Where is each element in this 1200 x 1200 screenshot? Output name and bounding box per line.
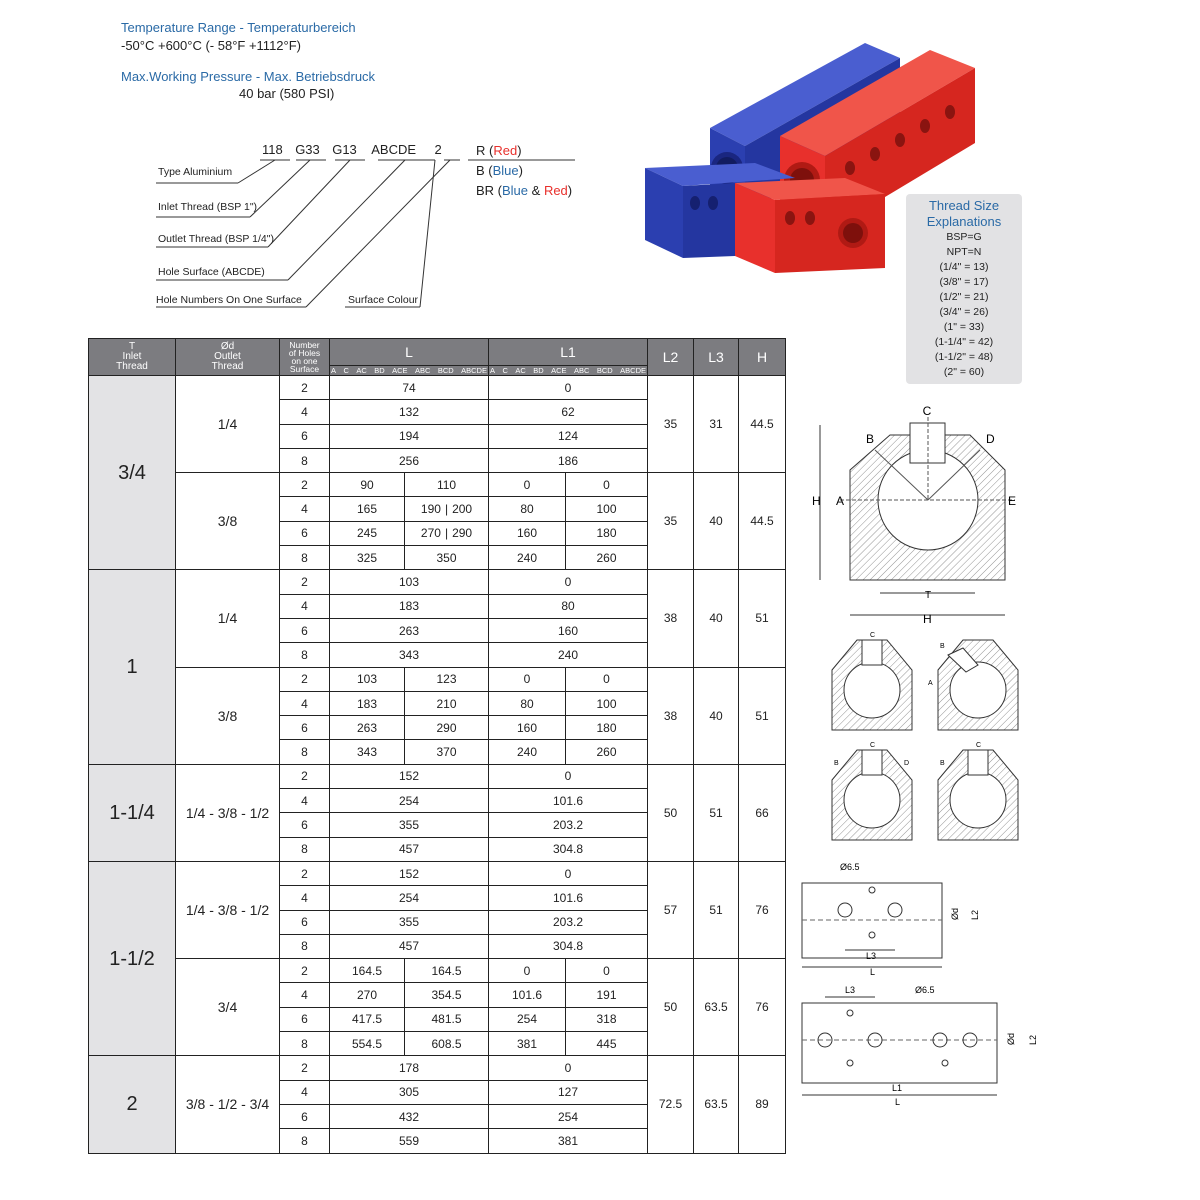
code-part-outlet: G13	[332, 142, 357, 157]
pressure-value: 40 bar (580 PSI)	[239, 86, 335, 101]
outlet-thread-cell: 1/4	[176, 570, 280, 667]
l1-cell: 381	[489, 1032, 566, 1056]
l1-cell: 124	[489, 424, 648, 448]
l1-cell: 0	[566, 473, 648, 497]
l1-cell: 80	[489, 691, 566, 715]
holes-cell: 8	[280, 1129, 330, 1153]
l-cell: 210	[405, 691, 489, 715]
colour-blue: B (Blue)	[476, 163, 523, 178]
table-row	[89, 1056, 786, 1080]
header-inlet-thread: T Inlet Thread	[89, 339, 176, 376]
h-cell: 44.5	[739, 376, 786, 473]
l1-cell: 0	[566, 959, 648, 983]
l1-cell: 0	[566, 667, 648, 691]
l-cell: 132	[330, 400, 489, 424]
outlet-thread-cell: 3/8	[176, 473, 280, 570]
legend-row: (1" = 33)	[943, 321, 985, 333]
small-c-letter: C	[870, 742, 876, 749]
holes-cell: 4	[280, 983, 330, 1007]
holes-cell: 2	[280, 667, 330, 691]
side2-l1: L1	[892, 1083, 903, 1093]
small-section-cbd	[832, 742, 912, 840]
specs-block	[121, 20, 521, 101]
legend-row: (3/8" = 17)	[939, 276, 989, 288]
label-outlet: Outlet Thread (BSP 1/4")	[158, 233, 274, 245]
l-cell: 74	[330, 376, 489, 400]
header-h: H	[739, 339, 786, 376]
l1-cell: 101.6	[489, 886, 648, 910]
l-cell: 554.5	[330, 1032, 405, 1056]
holes-cell: 2	[280, 764, 330, 788]
holes-cell: 2	[280, 570, 330, 594]
l-cell: 457	[330, 934, 489, 958]
table-row	[89, 570, 786, 594]
l1-cell: 260	[566, 740, 648, 764]
header-outlet-thread: Ød Outlet Thread	[176, 339, 280, 376]
l-cell: 123	[405, 667, 489, 691]
legend-row: (1-1/2" = 48)	[934, 351, 994, 363]
l-value: 200	[452, 502, 473, 517]
l-cell: 263	[330, 716, 405, 740]
l-cell: 608.5	[405, 1032, 489, 1056]
l3-cell: 40	[694, 667, 739, 764]
l1-cell: 160	[489, 716, 566, 740]
l1-cell: 100	[566, 691, 648, 715]
l1-cell: 304.8	[489, 837, 648, 861]
l-cell: 350	[405, 546, 489, 570]
inlet-thread-cell: 1-1/2	[89, 861, 176, 1055]
colour-options	[476, 141, 572, 201]
holes-cell: 8	[280, 934, 330, 958]
l1-cell: 260	[566, 546, 648, 570]
h-cell: 51	[739, 667, 786, 764]
table-row	[89, 473, 786, 497]
legend-row: (1-1/4" = 42)	[934, 336, 994, 348]
l-cell: 290	[405, 716, 489, 740]
cs-label-c: C	[922, 404, 932, 418]
small-c-letter: C	[870, 632, 876, 639]
side-view-1	[802, 862, 980, 977]
l1-cell: 80	[489, 497, 566, 521]
l1-cell: 180	[566, 716, 648, 740]
l-cell: 103	[330, 667, 405, 691]
pressure-label: Max.Working Pressure - Max. Betriebsdruck	[121, 69, 376, 84]
l-cell-split: 270 | 290	[405, 521, 489, 545]
side2-od: Ød	[1006, 1032, 1016, 1045]
label-colour: Surface Colour	[348, 294, 419, 306]
l1-cell: 0	[489, 959, 566, 983]
header-l3: L3	[694, 339, 739, 376]
holes-cell: 6	[280, 1104, 330, 1128]
header-l2: L2	[648, 339, 694, 376]
header-l-surfaces: A C AC BD ACE ABC BCD ABCDE	[331, 365, 487, 375]
l1-cell: 160	[489, 618, 648, 642]
side2-l3: L3	[845, 985, 856, 995]
l2-cell: 35	[648, 473, 694, 570]
holes-cell: 2	[280, 959, 330, 983]
code-part-inlet: G33	[295, 142, 320, 157]
holes-cell: 8	[280, 1032, 330, 1056]
l1-cell: 318	[566, 1007, 648, 1031]
l-cell: 559	[330, 1129, 489, 1153]
holes-cell: 6	[280, 521, 330, 545]
l-cell: 432	[330, 1104, 489, 1128]
table-row	[89, 667, 786, 691]
header-l1-surfaces: A C AC BD ACE ABC BCD ABCDE	[490, 365, 646, 375]
side2-dia: Ø6.5	[915, 985, 935, 995]
inlet-thread-cell: 1	[89, 570, 176, 764]
l1-cell: 0	[489, 1056, 648, 1080]
cs-label-h-left: H	[812, 494, 821, 508]
l-cell: 457	[330, 837, 489, 861]
code-part-type: 118	[262, 142, 283, 157]
colour-blue-red: BR (Blue & Red)	[476, 183, 573, 198]
holes-cell: 2	[280, 376, 330, 400]
l-cell: 103	[330, 570, 489, 594]
l-cell: 370	[405, 740, 489, 764]
dimensions-table	[88, 338, 786, 1154]
l-cell-split: 190 | 200	[405, 497, 489, 521]
cs-label-h-bottom: H	[923, 612, 932, 626]
holes-cell: 4	[280, 400, 330, 424]
l1-cell: 100	[566, 497, 648, 521]
side2-l: L	[895, 1097, 901, 1107]
holes-cell: 4	[280, 691, 330, 715]
legend-row: NPT=N	[946, 246, 982, 258]
small-a-letter: A	[928, 680, 933, 687]
holes-cell: 6	[280, 813, 330, 837]
holes-cell: 2	[280, 473, 330, 497]
l-cell: 343	[330, 740, 405, 764]
holes-cell: 6	[280, 716, 330, 740]
inlet-thread-cell: 2	[89, 1056, 176, 1153]
l1-cell: 445	[566, 1032, 648, 1056]
l1-cell: 254	[489, 1104, 648, 1128]
l1-cell: 381	[489, 1129, 648, 1153]
l-cell: 254	[330, 886, 489, 910]
holes-cell: 6	[280, 910, 330, 934]
l1-cell: 186	[489, 448, 648, 472]
cs-label-a: A	[836, 494, 845, 508]
holes-cell: 8	[280, 837, 330, 861]
l1-cell: 101.6	[489, 789, 648, 813]
holes-cell: 8	[280, 546, 330, 570]
l1-cell: 240	[489, 740, 566, 764]
thread-size-legend	[906, 194, 1022, 384]
small-c-letter: C	[976, 742, 982, 749]
l1-cell: 191	[566, 983, 648, 1007]
table-row	[89, 861, 786, 885]
l1-cell: 180	[566, 521, 648, 545]
l-cell: 270	[330, 983, 405, 1007]
l-cell: 305	[330, 1080, 489, 1104]
code-part-surface: ABCDE	[371, 142, 417, 157]
inlet-thread-cell: 3/4	[89, 376, 176, 570]
l1-cell: 127	[489, 1080, 648, 1104]
header-l: L	[330, 339, 489, 366]
l1-cell: 0	[489, 376, 648, 400]
l-cell: 481.5	[405, 1007, 489, 1031]
cs-label-e: E	[1008, 494, 1017, 508]
header-number-of-holes: Number of Holes on one Surface	[280, 339, 330, 376]
l-cell: 355	[330, 910, 489, 934]
l2-cell: 38	[648, 667, 694, 764]
l3-cell: 63.5	[694, 959, 739, 1056]
outlet-thread-cell: 1/4	[176, 376, 280, 473]
cs-label-t: T	[925, 590, 932, 601]
l-value: 290	[452, 526, 473, 541]
side1-od: Ød	[950, 907, 960, 920]
l2-cell: 50	[648, 959, 694, 1056]
table-row	[89, 959, 786, 983]
l-value: 270	[420, 526, 441, 541]
h-cell: 51	[739, 570, 786, 667]
l2-cell: 72.5	[648, 1056, 694, 1153]
header-l1: L1	[489, 339, 648, 366]
l1-cell: 62	[489, 400, 648, 424]
holes-cell: 4	[280, 594, 330, 618]
l3-cell: 40	[694, 570, 739, 667]
l1-cell: 0	[489, 473, 566, 497]
l-cell: 354.5	[405, 983, 489, 1007]
h-cell: 66	[739, 764, 786, 861]
holes-cell: 2	[280, 1056, 330, 1080]
l1-cell: 160	[489, 521, 566, 545]
small-b-letter: B	[940, 760, 945, 767]
l-cell: 164.5	[405, 959, 489, 983]
l1-cell: 0	[489, 570, 648, 594]
l-cell: 325	[330, 546, 405, 570]
small-section-cb	[938, 742, 1018, 840]
outlet-thread-cell: 1/4 - 3/8 - 1/2	[176, 861, 280, 958]
cs-label-d: D	[986, 432, 995, 446]
h-cell: 89	[739, 1056, 786, 1153]
l3-cell: 63.5	[694, 1056, 739, 1153]
label-inlet: Inlet Thread (BSP 1")	[158, 201, 258, 213]
outlet-thread-cell: 3/8	[176, 667, 280, 764]
l-cell: 110	[405, 473, 489, 497]
label-surface: Hole Surface (ABCDE)	[158, 266, 265, 278]
legend-row: (1/2" = 21)	[939, 291, 989, 303]
l-cell: 183	[330, 594, 489, 618]
outlet-thread-cell: 3/8 - 1/2 - 3/4	[176, 1056, 280, 1153]
table-row	[89, 764, 786, 788]
l2-cell: 38	[648, 570, 694, 667]
legend-row: BSP=G	[946, 231, 982, 243]
product-code	[262, 141, 442, 159]
legend-title-1: Thread Size	[928, 198, 1000, 213]
small-section-c	[832, 632, 912, 730]
l3-cell: 40	[694, 473, 739, 570]
l2-cell: 57	[648, 861, 694, 958]
l1-cell: 0	[489, 861, 648, 885]
h-cell: 44.5	[739, 473, 786, 570]
l-cell: 417.5	[330, 1007, 405, 1031]
holes-cell: 2	[280, 861, 330, 885]
l1-cell: 240	[489, 546, 566, 570]
code-part-numbers: 2	[434, 142, 442, 157]
l3-cell: 51	[694, 764, 739, 861]
holes-cell: 4	[280, 789, 330, 813]
l1-cell: 101.6	[489, 983, 566, 1007]
l1-cell: 203.2	[489, 910, 648, 934]
small-b-letter: B	[834, 760, 839, 767]
legend-row: (3/4" = 26)	[939, 306, 989, 318]
side1-l2: L2	[970, 909, 980, 920]
h-cell: 76	[739, 959, 786, 1056]
main-cross-section	[812, 404, 1016, 626]
l3-cell: 31	[694, 376, 739, 473]
l1-cell: 254	[489, 1007, 566, 1031]
legend-row: (1/4" = 13)	[939, 261, 989, 273]
l1-cell: 0	[489, 667, 566, 691]
l-cell: 254	[330, 789, 489, 813]
h-cell: 76	[739, 861, 786, 958]
holes-cell: 6	[280, 1007, 330, 1031]
table-row	[89, 376, 786, 400]
outlet-thread-cell: 1/4 - 3/8 - 1/2	[176, 764, 280, 861]
outlet-thread-cell: 3/4	[176, 959, 280, 1056]
l-value: 190	[420, 502, 441, 517]
l1-cell: 304.8	[489, 934, 648, 958]
label-numbers: Hole Numbers On One Surface	[156, 294, 302, 306]
l2-cell: 50	[648, 764, 694, 861]
side1-l: L	[870, 967, 876, 977]
holes-cell: 4	[280, 1080, 330, 1104]
side1-dia: Ø6.5	[840, 862, 860, 872]
small-b-letter: B	[940, 643, 945, 650]
l-cell: 263	[330, 618, 489, 642]
l-cell: 343	[330, 643, 489, 667]
l-cell: 245	[330, 521, 405, 545]
l-cell: 164.5	[330, 959, 405, 983]
temperature-label: Temperature Range - Temperaturbereich	[121, 20, 356, 35]
legend-title-2: Explanations	[926, 214, 1002, 229]
l1-cell: 240	[489, 643, 648, 667]
holes-cell: 8	[280, 643, 330, 667]
inlet-thread-cell: 1-1/4	[89, 764, 176, 861]
l-cell: 256	[330, 448, 489, 472]
small-d-letter: D	[904, 760, 910, 767]
l-cell: 152	[330, 861, 489, 885]
l-cell: 183	[330, 691, 405, 715]
l-cell: 152	[330, 764, 489, 788]
side-view-2	[802, 985, 1038, 1107]
l1-cell: 80	[489, 594, 648, 618]
l-cell: 355	[330, 813, 489, 837]
l3-cell: 51	[694, 861, 739, 958]
side2-l2: L2	[1028, 1034, 1038, 1045]
holes-cell: 6	[280, 424, 330, 448]
small-section-ba	[928, 640, 1018, 730]
l1-cell: 0	[489, 764, 648, 788]
holes-cell: 4	[280, 497, 330, 521]
label-type: Type Aluminium	[158, 166, 233, 178]
l-cell: 194	[330, 424, 489, 448]
l2-cell: 35	[648, 376, 694, 473]
technical-drawings	[800, 395, 1160, 1115]
l-cell: 165	[330, 497, 405, 521]
temperature-value: -50°C +600°C (- 58°F +1112°F)	[121, 38, 302, 53]
holes-cell: 8	[280, 740, 330, 764]
l-cell: 90	[330, 473, 405, 497]
holes-cell: 8	[280, 448, 330, 472]
colour-red: R (Red)	[476, 143, 522, 158]
l-cell: 178	[330, 1056, 489, 1080]
side1-l3: L3	[866, 951, 877, 961]
cs-label-b: B	[866, 432, 875, 446]
legend-row: (2" = 60)	[943, 366, 985, 378]
holes-cell: 4	[280, 886, 330, 910]
l1-cell: 203.2	[489, 813, 648, 837]
holes-cell: 6	[280, 618, 330, 642]
